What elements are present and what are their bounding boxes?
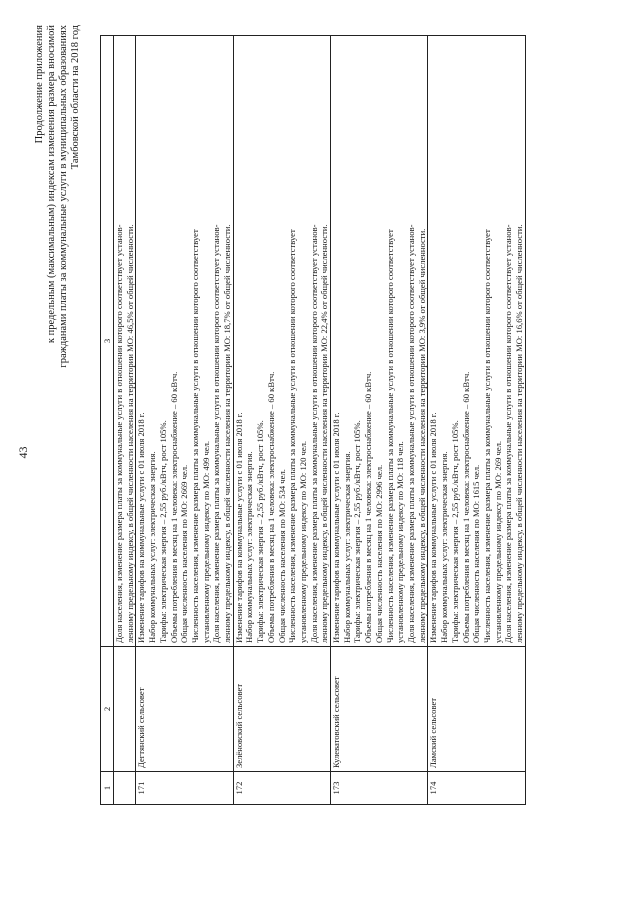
row-number-cell: 174 [428, 772, 525, 805]
detail-line: Тарифы: электрическая энергия – 2,55 руб./кВтч, рост 105%. [157, 420, 168, 643]
row-number-cell: 172 [233, 772, 330, 805]
row-number-cell [114, 772, 136, 805]
detail-line: Численность населения, изменение размера платы за коммунальные услуги в отношении которого соответствует [189, 229, 200, 643]
detail-line: установленному предельному индексу по МО: 269 чел. [492, 440, 503, 643]
detail-line: Объемы потребления в месяц на 1 человека: электроснабжение – 60 кВтч. [363, 371, 374, 643]
municipality-cell [114, 647, 136, 772]
detail-line: Набор коммунальных услуг: электрическая энергия. [341, 451, 352, 643]
detail-line: Тарифы: электрическая энергия – 2,55 руб./кВтч, рост 105%. [255, 420, 266, 643]
detail-line: Набор коммунальных услуг: электрическая энергия. [147, 451, 158, 643]
caption-line: Тамбовской области на 2018 год [70, 25, 81, 170]
column-header-3: 3 [101, 36, 114, 647]
table-row [233, 36, 330, 805]
detail-line: Изменение тарифов на коммунальные услуги с 01 июля 2018 г. [136, 412, 147, 643]
details-cell [428, 36, 525, 647]
detail-line: Доля населения, изменение размера платы за коммунальные услуги в отношении которого соответствует установ- [211, 224, 222, 643]
detail-line: Изменение тарифов на коммунальные услуги с 01 июля 2018 г. [331, 412, 342, 643]
detail-line: ленному предельному индексу, в общей численности населения на территории МО: 3,9% от общей численности. [416, 228, 427, 643]
detail-line: Изменение тарифов на коммунальные услуги с 01 июля 2018 г. [233, 412, 244, 643]
page-number: 43 [16, 446, 30, 459]
detail-line: Численность населения, изменение размера платы за коммунальные услуги в отношении которого соответствует [287, 229, 298, 643]
detail-line: Доля населения, изменение размера платы за коммунальные услуги в отношении которого соответствует установ- [308, 224, 319, 643]
detail-line: ленному предельному индексу, в общей численности населения на территории МО: 16,6% от общей численности. [514, 224, 525, 643]
table-row-continued [114, 36, 136, 805]
municipality-cell: Кулеватовский сельсовет [331, 647, 428, 772]
detail-line: Объемы потребления в месяц на 1 человека: электроснабжение – 60 кВтч. [460, 371, 471, 643]
caption-line: гражданами платы за коммунальные услуги в муниципальных образованиях [58, 25, 69, 368]
detail-line: Общая численность населения по МО: 2996 чел. [373, 464, 384, 643]
details-cell [136, 36, 233, 647]
detail-line: Объемы потребления в месяц на 1 человека: электроснабжение – 60 кВтч. [265, 371, 276, 643]
municipality-cell: Дегтянский сельсовет [136, 647, 233, 772]
details-cell [114, 36, 136, 647]
detail-line: Доля населения, изменение размера платы за коммунальные услуги в отношении которого соответствует установ- [503, 224, 514, 643]
municipality-cell: Ламский сельсовет [428, 647, 525, 772]
detail-line: Доля населения, изменение размера платы за коммунальные услуги в отношении которого соответствует установ- [114, 224, 124, 643]
detail-line: Набор коммунальных услуг: электрическая энергия. [439, 451, 450, 643]
row-number-cell: 173 [331, 772, 428, 805]
table-row [136, 36, 233, 805]
details-cell [233, 36, 330, 647]
detail-line: Изменение тарифов на коммунальные услуги с 01 июля 2018 г. [428, 412, 439, 643]
detail-line: ленному предельному индексу, в общей численности населения на территории МО: 46,5% от общей численности. [124, 224, 135, 643]
detail-line: установленному предельному индексу по МО: 120 чел. [297, 440, 308, 643]
caption-line: Продолжение приложения [34, 25, 45, 144]
municipality-cell: Зелёновский сельсовет [233, 647, 330, 772]
detail-line: Численность населения, изменение размера платы за коммунальные услуги в отношении которого соответствует [481, 229, 492, 643]
table-header-row [101, 36, 114, 805]
detail-line: Численность населения, изменение размера платы за коммунальные услуги в отношении которого соответствует [384, 229, 395, 643]
detail-line: Общая численность населения по МО: 1615 чел. [471, 464, 482, 643]
detail-line: установленному предельному индексу по МО: 499 чел. [200, 440, 211, 643]
detail-line: Объемы потребления в месяц на 1 человека: электроснабжение – 60 кВтч. [168, 371, 179, 643]
detail-line: Общая численность населения по МО: 2669 чел. [179, 464, 190, 643]
table-row [331, 36, 428, 805]
detail-line: установленному предельному индексу по МО: 118 чел. [395, 441, 406, 643]
row-number-cell: 171 [136, 772, 233, 805]
detail-line: ленному предельному индексу, в общей численности населения на территории МО: 18,7% от общей численности. [222, 224, 233, 643]
column-header-1: 1 [101, 772, 114, 805]
table-row [428, 36, 525, 805]
caption-line: к предельным (максимальным) индексам изменения размера вносимой [46, 25, 57, 344]
details-cell [331, 36, 428, 647]
detail-line: Общая численность населения по МО: 534 чел. [276, 469, 287, 643]
tariff-table [100, 35, 526, 805]
detail-line: ленному предельному индексу, в общей численности населения на территории МО: 22,4% от общей численности. [319, 224, 330, 643]
detail-line: Тарифы: электрическая энергия – 2,55 руб./кВтч, рост 105%. [449, 420, 460, 643]
column-header-2: 2 [101, 647, 114, 772]
detail-line: Набор коммунальных услуг: электрическая энергия. [244, 451, 255, 643]
appendix-caption [34, 25, 82, 755]
detail-line: Тарифы: электрическая энергия – 2,55 руб./кВтч, рост 105%. [352, 420, 363, 643]
detail-line: Доля населения, изменение размера платы за коммунальные услуги в отношении которого соответствует установ- [405, 224, 416, 643]
